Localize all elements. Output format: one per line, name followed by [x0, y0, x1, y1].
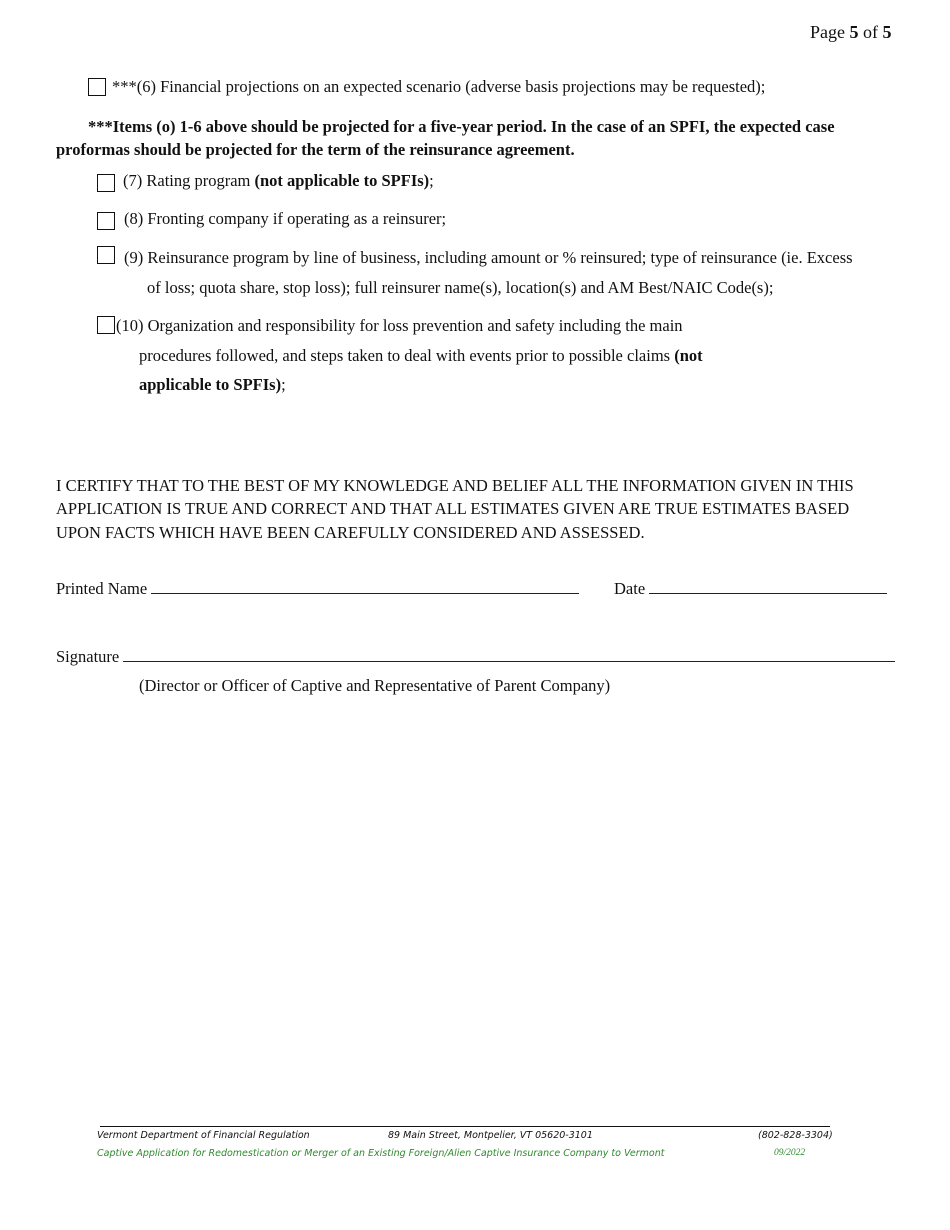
printed-name-label: Printed Name — [56, 579, 152, 598]
projection-note-line-1: ***Items (o) 1-6 above should be projected for a five-year period. In the case of an SPFI, the expected case — [88, 117, 835, 136]
item-10-line-3: applicable to SPFIs); — [139, 375, 286, 394]
signature-field[interactable] — [123, 647, 895, 662]
item-7-text: (7) Rating program (not applicable to SPFIs); — [123, 171, 434, 190]
signature-label: Signature — [56, 647, 124, 666]
item-9-line-1: (9) Reinsurance program by line of business, including amount or % reinsured; type of reinsurance (ie. Excess — [124, 248, 853, 267]
certification-line-1: I CERTIFY THAT TO THE BEST OF MY KNOWLEDGE AND BELIEF ALL THE INFORMATION GIVEN IN THIS — [56, 476, 854, 495]
footer-phone: (802-828-3304) — [758, 1130, 833, 1141]
certification-line-3: UPON FACTS WHICH HAVE BEEN CAREFULLY CONSIDERED AND ASSESSED. — [56, 523, 645, 542]
page-number — [810, 22, 892, 42]
item-9-line-2: of loss; quota share, stop loss); full reinsurer name(s), location(s) and AM Best/NAIC Code(s); — [147, 278, 774, 297]
footer-divider — [100, 1126, 830, 1127]
item-10-line-1: (10) Organization and responsibility for loss prevention and safety including the main — [116, 316, 683, 335]
footer-revision: 09/2022 — [774, 1148, 806, 1158]
page-current: 5 — [849, 22, 859, 42]
page-of: of — [858, 22, 883, 42]
signature-row — [56, 647, 895, 667]
footer-org: Vermont Department of Financial Regulation — [97, 1130, 310, 1141]
date-row — [614, 579, 887, 599]
date-field[interactable] — [649, 579, 887, 594]
checkbox-item-10[interactable] — [97, 316, 115, 334]
page-prefix: Page — [810, 22, 850, 42]
signature-caption: (Director or Officer of Captive and Representative of Parent Company) — [139, 676, 611, 695]
checkbox-item-6[interactable] — [88, 78, 106, 96]
projection-note-line-2: proformas should be projected for the term of the reinsurance agreement. — [56, 140, 575, 159]
footer-address: 89 Main Street, Montpelier, VT 05620-3101 — [388, 1130, 593, 1141]
checkbox-item-9[interactable] — [97, 246, 115, 264]
item-8-text: (8) Fronting company if operating as a reinsurer; — [124, 209, 447, 228]
certification-line-2: APPLICATION IS TRUE AND CORRECT AND THAT ALL ESTIMATES GIVEN ARE TRUE ESTIMATES BASED — [56, 499, 850, 518]
printed-name-field[interactable] — [151, 579, 579, 594]
date-label: Date — [614, 579, 650, 598]
footer-form-title: Captive Application for Redomestication or Merger of an Existing Foreign/Alien Captive Insurance Company to Vermont — [97, 1148, 665, 1159]
page-total: 5 — [882, 22, 892, 42]
checkbox-item-7[interactable] — [97, 174, 115, 192]
checkbox-item-8[interactable] — [97, 212, 115, 230]
item-10-line-2: procedures followed, and steps taken to deal with events prior to possible claims (not — [139, 346, 703, 365]
item-6-text: ***(6) Financial projections on an expected scenario (adverse basis projections may be requested); — [112, 77, 766, 96]
printed-name-row — [56, 579, 579, 599]
